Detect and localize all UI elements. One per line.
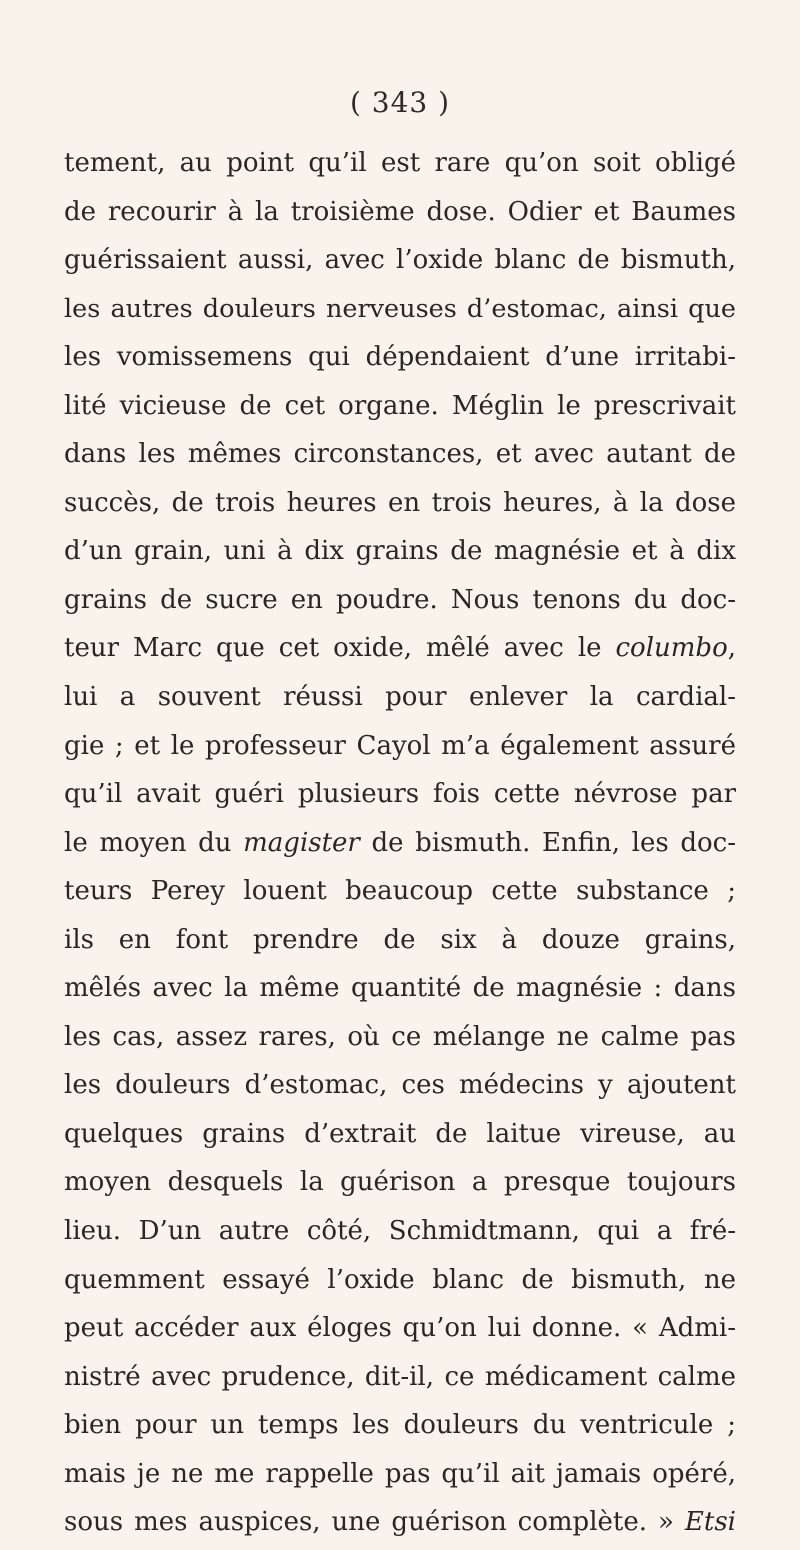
text-line: lui a souvent réussi pour enlever la cardial- bbox=[64, 682, 736, 713]
text-line: moyen desquels la guérison a presque toujours bbox=[64, 1167, 736, 1198]
text-line: sous mes auspices, une guérison complète. » Etsi bbox=[64, 1507, 736, 1538]
text-line: quelques grains d’extrait de laitue vireuse, au bbox=[64, 1118, 736, 1149]
text-line: lieu. D’un autre côté, Schmidtmann, qui a fré- bbox=[64, 1216, 736, 1247]
text-line: mêlés avec la même quantité de magnésie : dans bbox=[64, 973, 736, 1004]
text-line: teurs Perey louent beaucoup cette substance ; bbox=[64, 876, 736, 907]
text-line: de recourir à la troisième dose. Odier et Baumes bbox=[64, 196, 736, 227]
text-line: d’un grain, uni à dix grains de magnésie et à dix bbox=[64, 536, 736, 567]
text-line: lité vicieuse de cet organe. Méglin le prescrivait bbox=[64, 390, 736, 421]
text-line: nistré avec prudence, dit-il, ce médicament calme bbox=[64, 1361, 736, 1392]
text-line: tement, au point qu’il est rare qu’on soit obligé bbox=[64, 148, 736, 178]
text-line: qu’il avait guéri plusieurs fois cette névrose par bbox=[64, 779, 736, 810]
text-line: peut accéder aux éloges qu’on lui donne. « Admi- bbox=[64, 1313, 736, 1344]
text-line: les douleurs d’estomac, ces médecins y ajoutent bbox=[64, 1070, 736, 1101]
text-line: succès, de trois heures en trois heures, à la dose bbox=[64, 487, 736, 518]
text-line: les autres douleurs nerveuses d’estomac, ainsi que bbox=[64, 293, 736, 324]
italic-word: Etsi bbox=[684, 1507, 736, 1538]
text-line: mais je ne me rappelle pas qu’il ait jamais opéré, bbox=[64, 1458, 736, 1489]
text-line: teur Marc que cet oxide, mêlé avec le columbo, bbox=[64, 633, 736, 664]
page-number: ( 343 ) bbox=[349, 86, 451, 119]
italic-word: columbo bbox=[615, 633, 728, 664]
text-line: les vomissemens qui dépendaient d’une irritabi- bbox=[64, 342, 736, 373]
text-line: grains de sucre en poudre. Nous tenons du doc- bbox=[64, 584, 736, 615]
text-line: guérissaient aussi, avec l’oxide blanc de bismuth, bbox=[64, 245, 736, 276]
text-line: les cas, assez rares, où ce mélange ne calme pas bbox=[64, 1021, 736, 1052]
text-line: ils en font prendre de six à douze grains, bbox=[64, 924, 736, 955]
body-text bbox=[64, 139, 736, 1547]
text-line: dans les mêmes circonstances, et avec autant de bbox=[64, 439, 736, 470]
text-line: le moyen du magister de bismuth. Enfin, les doc- bbox=[64, 827, 736, 858]
text-line: bien pour un temps les douleurs du ventricule ; bbox=[64, 1410, 736, 1441]
text-line: gie ; et le professeur Cayol m’a également assuré bbox=[64, 730, 736, 761]
text-line: quemment essayé l’oxide blanc de bismuth, ne bbox=[64, 1264, 736, 1295]
italic-word: magister bbox=[243, 827, 360, 858]
